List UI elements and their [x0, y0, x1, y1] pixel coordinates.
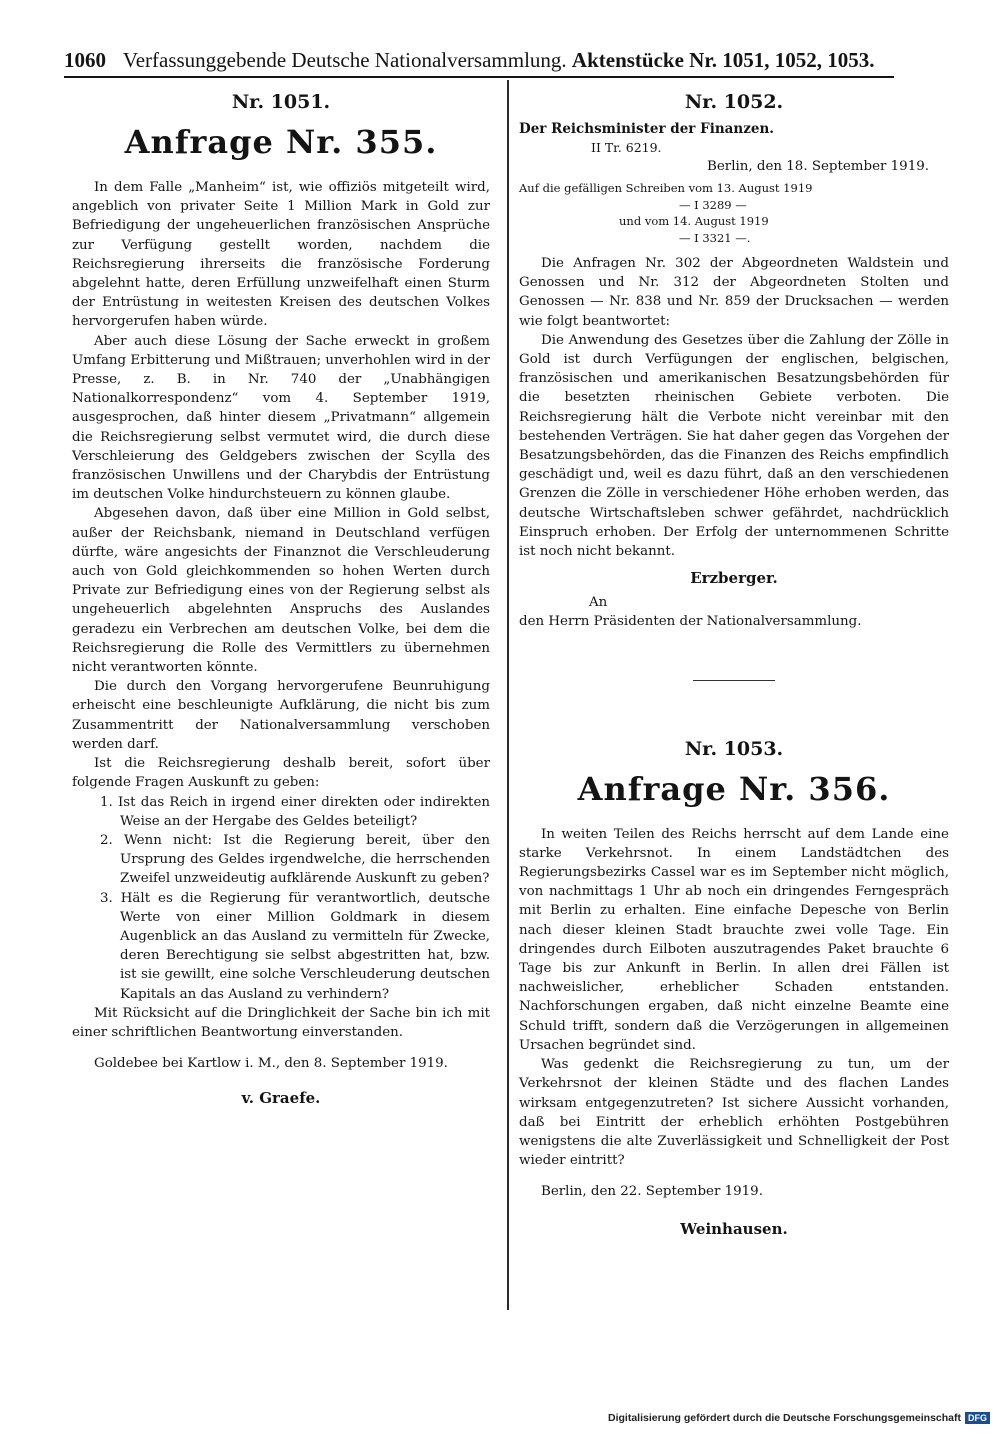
left-column	[72, 86, 490, 1109]
answer-body: Die Anwendung des Gesetzes über die Zahlung der Zölle in Gold ist durch Verfügungen der englischen, belgischen, französischen und amerikanischen Besatzungsbehörden für die besetzten rheinischen Gebiete verboten. Die Reichsregierung hält die Verbote nicht vereinbar mit den bestehenden Verträgen. Sie hat daher gegen das Vorgehen der Besatzungsbehörden, das die Finanzen des Reichs empfindlich geschädigt und, weil es dazu führt, daß an den verschiedenen Grenzen die Zölle in verschiedener Höhe erhoben werden, das deutsche Wirtschaftsleben schwer gefährdet, nachdrücklich Einspruch erhoben. Der Erfolg der unternommenen Schritte ist noch nicht bekannt.	[519, 332, 949, 560]
question-item: 3. Hält es die Regierung für verantwortlich, deutsche Werte von einer Million Goldmark in diesem Augenblick an das Ausland zu vermitteln für Zwecke, deren Berechtigung sie selbst abgestritten hat, bzw. ist sie gewillt, eine solche Verschleuderung deutschen Kapitals an das Ausland zu verhindern?	[100, 890, 490, 1002]
reference-line: und vom 14. August 1919	[619, 214, 769, 228]
anfrage-title-355: Anfrage Nr. 355.	[124, 123, 438, 161]
paragraph: Abgesehen davon, daß über eine Million in Gold selbst, außer der Reichsbank, niemand in Deutschland verfügen dürfte, wäre angesichts der Finanznot die Verschleuderung auch von Gold gleichkommenden so hohen Werten durch Private zur Befriedigung eines von der Regierung selbst als ungeheuerlich abgelehnten Anspruchs des Auslandes geradezu ein Verbrechen am deutschen Volke, bei dem die Reichsregierung die Rolle des Vermittlers zu übernehmen nicht verantworten könnte.	[72, 506, 490, 676]
column-divider	[507, 80, 509, 1310]
question-item: 2. Wenn nicht: Ist die Regierung bereit, über den Ursprung des Geldes irgendwelche, die herrschenden Zweifel unzweideutig aufklärende Auskunft zu geben?	[100, 832, 490, 887]
signature: Weinhausen.	[680, 1219, 788, 1238]
reference-line: Auf die gefälligen Schreiben vom 13. August 1919	[519, 181, 813, 195]
page-header	[64, 44, 894, 78]
anfrage-title-356: Anfrage Nr. 356.	[577, 769, 891, 808]
paragraph: Die durch den Vorgang hervorgerufene Beunruhigung erheischt eine beschleunigte Aufklärung, die nicht bis zum Zusammentritt der Nationalversammlung verschoben werden darf.	[72, 679, 490, 752]
right-column	[519, 86, 949, 1240]
place-date: Berlin, den 22. September 1919.	[541, 1184, 763, 1200]
paragraph: Was gedenkt die Reichsregierung zu tun, um der Verkehrsnot der kleinen Städte und des flachen Landes wirksam entgegenzutreten? Ist sichere Aussicht vorhanden, daß bei Eintritt der erheblich erhöhten Postgebühren wenigstens die alte Zuverlässigkeit und Schnelligkeit der Post wieder eintritt?	[519, 1057, 949, 1169]
document-number-1052: Nr. 1052.	[684, 91, 784, 113]
reference-line: — I 3289 —	[679, 197, 747, 212]
place-date: Goldebee bei Kartlow i. M., den 8. September 1919.	[94, 1056, 448, 1072]
section-rule	[693, 680, 775, 681]
signature: v. Graefe.	[241, 1089, 321, 1108]
letter-date: Berlin, den 18. September 1919.	[707, 159, 929, 174]
document-number-1051: Nr. 1051.	[231, 91, 331, 113]
question-item: 1. Ist das Reich in irgend einer direkten oder indirekten Weise an der Hergabe des Geldes beteiligt?	[100, 794, 490, 829]
addressee-line: den Herrn Präsidenten der Nationalversammlung.	[519, 614, 862, 630]
digitization-footer	[608, 1412, 990, 1424]
addressee-line: An	[589, 595, 608, 611]
signature: Erzberger.	[690, 569, 778, 588]
sender: Der Reichsminister der Finanzen.	[519, 121, 774, 137]
paragraph: In dem Falle „Manheim“ ist, wie offiziös mitgeteilt wird, angeblich von privater Seite 1 Million Mark in Gold zur Befriedigung der ungeheuerlichen französischen Ansprüche zur Verfügung gestellt worden, nachdem die Reichsregierung ihrerseits die französische Forderung abgelehnt hatte, deren Erfüllung unzweifelhaft einen Sturm der Entrüstung in weitesten Kreisen des deutschen Volkes hervorgerufen haben würde.	[72, 180, 490, 330]
answer-intro: Die Anfragen Nr. 302 der Abgeordneten Waldstein und Genossen und Nr. 312 der Abgeordneten Stolten und Genossen — Nr. 838 und Nr. 859 der Drucksachen — werden wie folgt beantwortet:	[519, 256, 949, 329]
paragraph: Aber auch diese Lösung der Sache erweckt in großem Umfang Erbitterung und Mißtrauen; unverhohlen wird in der Presse, z. B. in Nr. 740 der „Unabhängigen Nationalkorrespondenz“ vom 4. September 1919, ausgesprochen, daß hinter diesem „Privatmann“ allgemein die Reichsregierung selbst vermutet wird, die durch diese Verschleierung des Geldgebers zwischen der Scylla des französischen Unwillens und der Charybdis der Entrüstung im deutschen Volke hindurchsteuern zu können glaube.	[72, 333, 490, 503]
file-reference: II Tr. 6219.	[591, 140, 662, 155]
paragraph: In weiten Teilen des Reichs herrscht auf dem Lande eine starke Verkehrsnot. In einem Landstädtchen des Regierungsbezirks Cassel war es im September nicht möglich, von nachmittags 1 Uhr ab noch ein dringendes Ferngespräch mit Berlin zu erhalten. Eine einfache Depesche von Berlin nach dieser kleinen Stadt brauchte zwei volle Tage. Ein dringendes durch Eilboten auszutragendes Paket brauchte 6 Tage bis zur Ankunft in Berlin. In allen drei Fällen ist nachweislicher, erheblicher Schaden entstanden. Nachforschungen ergaben, daß nicht einzelne Beamte eine Schuld trifft, sondern daß die Verzögerungen in allgemeinen Ursachen begründet sind.	[519, 826, 949, 1053]
footer-text: Digitalisierung gefördert durch die Deutsche Forschungsgemeinschaft	[608, 1412, 961, 1424]
dfg-logo: DFG	[965, 1412, 990, 1424]
closing-paragraph: Mit Rücksicht auf die Dringlichkeit der Sache bin ich mit einer schriftlichen Beantwortung einverstanden.	[72, 1005, 490, 1040]
reference-line: — I 3321 —.	[679, 230, 751, 245]
header-title: Verfassunggebende Deutsche Nationalversammlung.	[122, 48, 567, 72]
page-number: 1060	[64, 48, 106, 72]
paragraph: Ist die Reichsregierung deshalb bereit, sofort über folgende Fragen Auskunft zu geben:	[72, 756, 490, 791]
header-reference: Aktenstücke Nr. 1051, 1052, 1053.	[571, 48, 875, 72]
document-number-1053: Nr. 1053.	[684, 737, 784, 760]
